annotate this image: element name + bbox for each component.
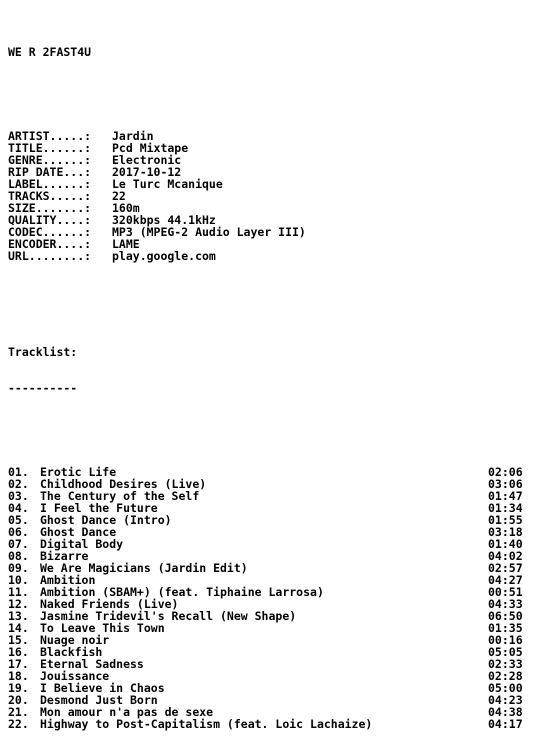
track-info	[8, 658, 144, 670]
track-duration: 02:28	[488, 669, 523, 683]
track-duration: 00:51	[488, 585, 523, 599]
track-row	[8, 514, 528, 526]
track-number: 02.	[8, 477, 29, 491]
track-duration: 05:00	[488, 681, 523, 695]
track-row	[8, 586, 528, 598]
metadata-value: Electronic	[112, 153, 182, 167]
track-duration: 01:40	[488, 537, 523, 551]
track-duration: 04:02	[488, 549, 523, 563]
tracklist-underline: ----------	[8, 381, 78, 395]
track-duration: 04:17	[488, 717, 523, 731]
track-duration: 02:33	[488, 657, 523, 671]
metadata-value: LAME	[112, 237, 140, 251]
release-title: WE R 2FAST4U	[8, 45, 92, 59]
track-duration: 04:33	[488, 597, 523, 611]
track-number: 08.	[8, 549, 29, 563]
spacer	[8, 418, 528, 430]
track-number: 06.	[8, 525, 29, 539]
track-info	[8, 718, 372, 730]
track-row	[8, 574, 528, 586]
track-info	[8, 682, 165, 694]
track-number: 15.	[8, 633, 29, 647]
track-title: Desmond Just Born	[40, 693, 158, 707]
track-duration: 01:34	[488, 501, 523, 515]
track-duration: 06:50	[488, 609, 523, 623]
metadata-key: RIP DATE...:	[8, 165, 92, 179]
track-title: Ghost Dance (Intro)	[40, 513, 172, 527]
track-title: Nuage noir	[40, 633, 110, 647]
track-number: 01.	[8, 465, 29, 479]
track-row	[8, 598, 528, 610]
track-row	[8, 562, 528, 574]
metadata-value: 2017-10-12	[112, 165, 182, 179]
track-info	[8, 610, 296, 622]
track-number: 17.	[8, 657, 29, 671]
track-duration: 02:06	[488, 465, 523, 479]
track-title: To Leave This Town	[40, 621, 165, 635]
track-info	[8, 706, 213, 718]
metadata-value: play.google.com	[112, 249, 216, 263]
track-info	[8, 622, 165, 634]
track-duration: 01:55	[488, 513, 523, 527]
track-info	[8, 550, 88, 562]
track-title: Jasmine Tridevil's Recall (New Shape)	[40, 609, 297, 623]
metadata-key: QUALITY....:	[8, 213, 92, 227]
track-title: Eternal Sadness	[40, 657, 144, 671]
track-row	[8, 718, 528, 730]
track-number: 11.	[8, 585, 29, 599]
track-row	[8, 526, 528, 538]
track-row	[8, 670, 528, 682]
track-info	[8, 646, 102, 658]
metadata-key: ARTIST.....:	[8, 129, 92, 143]
track-title: Highway to Post-Capitalism (feat. Loic Lachaize)	[40, 717, 373, 731]
track-number: 10.	[8, 573, 29, 587]
tracklist-heading: Tracklist:	[8, 345, 78, 359]
track-title: Ghost Dance	[40, 525, 117, 539]
track-number: 21.	[8, 705, 29, 719]
track-title: Ambition	[40, 573, 96, 587]
track-row	[8, 634, 528, 646]
metadata-row	[8, 250, 528, 262]
nfo-document	[8, 22, 528, 742]
track-info	[8, 598, 178, 610]
track-title: Mon amour n'a pas de sexe	[40, 705, 214, 719]
track-duration: 04:23	[488, 693, 523, 707]
track-row	[8, 682, 528, 694]
track-title: We Are Magicians (Jardin Edit)	[40, 561, 248, 575]
metadata-value: 160m	[112, 201, 140, 215]
track-title: Childhood Desires (Live)	[40, 477, 207, 491]
track-info	[8, 514, 172, 526]
metadata-value: 22	[112, 189, 126, 203]
track-info	[8, 562, 248, 574]
track-duration: 01:47	[488, 489, 523, 503]
spacer	[8, 298, 528, 310]
track-number: 19.	[8, 681, 29, 695]
track-number: 13.	[8, 609, 29, 623]
metadata-value: Jardin	[112, 129, 154, 143]
track-title: Ambition (SBAM+) (feat. Tiphaine Larrosa)	[40, 585, 324, 599]
spacer	[8, 82, 528, 94]
track-number: 03.	[8, 489, 29, 503]
track-number: 09.	[8, 561, 29, 575]
metadata-key: SIZE.......:	[8, 201, 92, 215]
track-number: 05.	[8, 513, 29, 527]
track-title: Naked Friends (Live)	[40, 597, 179, 611]
track-number: 20.	[8, 693, 29, 707]
metadata-key: TITLE......:	[8, 141, 92, 155]
metadata-key: CODEC......:	[8, 225, 92, 239]
track-duration: 04:38	[488, 705, 523, 719]
metadata-value: Le Turc Mcanique	[112, 177, 223, 191]
metadata-value: MP3 (MPEG-2 Audio Layer III)	[112, 225, 306, 239]
metadata-key: URL........:	[8, 249, 92, 263]
track-number: 12.	[8, 597, 29, 611]
track-title: The Century of the Self	[40, 489, 200, 503]
track-title: Jouissance	[40, 669, 110, 683]
track-title: Digital Body	[40, 537, 124, 551]
track-row	[8, 550, 528, 562]
track-info	[8, 694, 158, 706]
track-row	[8, 694, 528, 706]
track-duration: 04:27	[488, 573, 523, 587]
metadata-value: Pcd Mixtape	[112, 141, 189, 155]
track-number: 07.	[8, 537, 29, 551]
track-info	[8, 574, 95, 586]
track-title: Blackfish	[40, 645, 103, 659]
track-number: 18.	[8, 669, 29, 683]
tracklist	[8, 466, 528, 730]
track-title: Bizarre	[40, 549, 89, 563]
track-info	[8, 586, 324, 598]
track-info	[8, 538, 123, 550]
metadata-key: TRACKS.....:	[8, 189, 92, 203]
metadata-key: LABEL......:	[8, 177, 92, 191]
track-row	[8, 610, 528, 622]
track-number: 04.	[8, 501, 29, 515]
track-number: 22.	[8, 717, 29, 731]
track-duration: 03:06	[488, 477, 523, 491]
track-row	[8, 706, 528, 718]
track-info	[8, 526, 116, 538]
track-duration: 05:05	[488, 645, 523, 659]
track-title: Erotic Life	[40, 465, 117, 479]
track-row	[8, 538, 528, 550]
track-duration: 03:18	[488, 525, 523, 539]
track-duration: 02:57	[488, 561, 523, 575]
track-info	[8, 670, 109, 682]
track-duration: 00:16	[488, 633, 523, 647]
track-row	[8, 622, 528, 634]
track-number: 14.	[8, 621, 29, 635]
track-info	[8, 634, 109, 646]
track-title: I Believe in Chaos	[40, 681, 165, 695]
track-duration: 01:35	[488, 621, 523, 635]
metadata-key: ENCODER....:	[8, 237, 92, 251]
track-row	[8, 646, 528, 658]
metadata-block	[8, 130, 528, 262]
track-number: 16.	[8, 645, 29, 659]
metadata-key: GENRE......:	[8, 153, 92, 167]
metadata-value: 320kbps 44.1kHz	[112, 213, 216, 227]
track-title: I Feel the Future	[40, 501, 158, 515]
track-row	[8, 658, 528, 670]
